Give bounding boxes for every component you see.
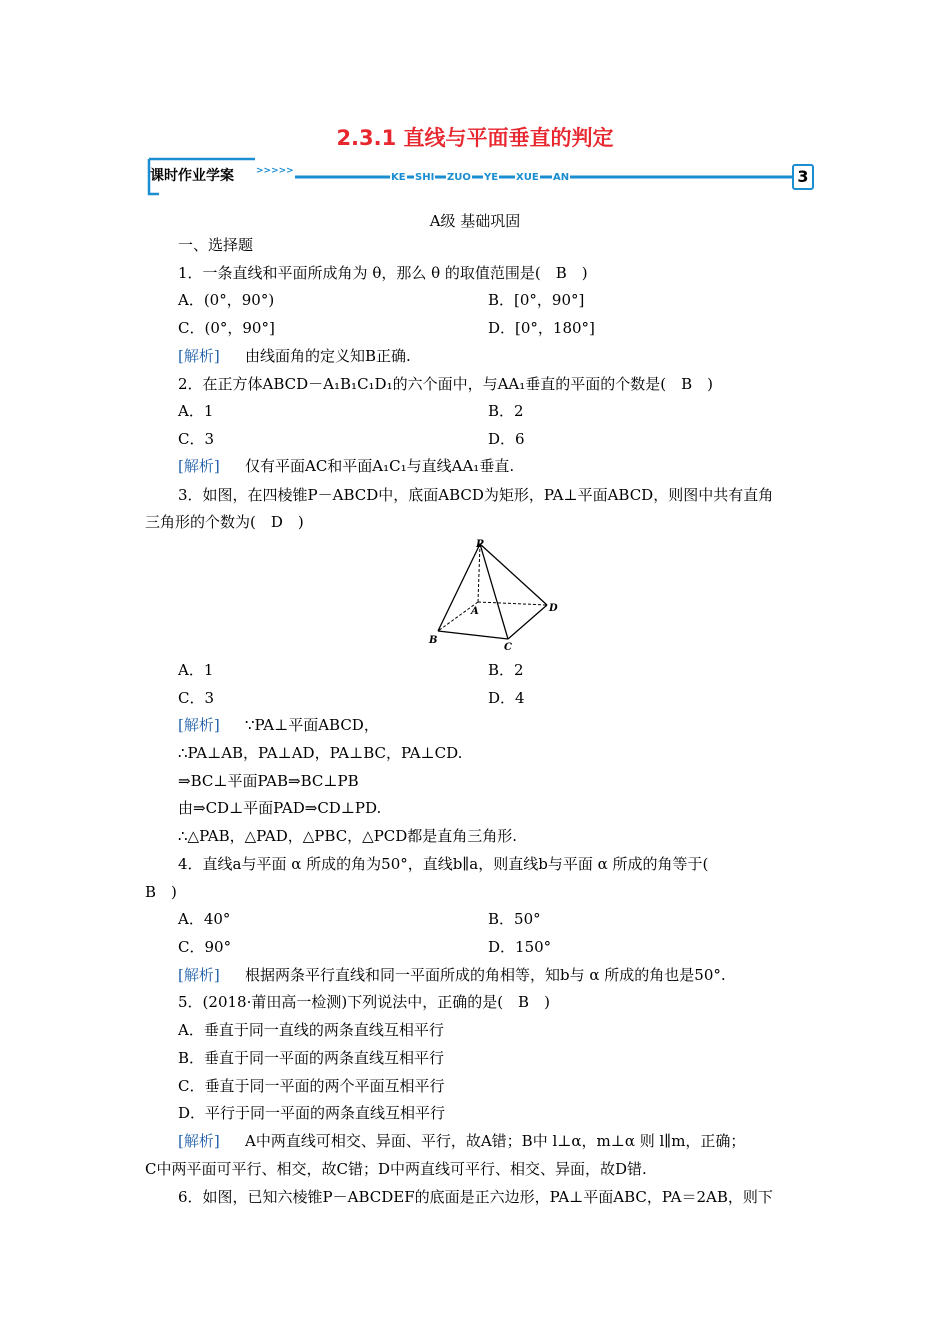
q5-analysis-tag: [解析] [178,1132,220,1150]
q2-option-b: B．2 [488,402,524,420]
edge-pc [480,544,508,639]
q4-option-d: D．150° [488,938,552,956]
q4-option-a: A．40° [178,910,231,928]
section-heading: 一、选择题 [178,236,254,254]
vertex-d-label: D [549,603,558,614]
vertex-c-label: C [504,642,512,653]
q3-option-b: B．2 [488,661,524,679]
q4-option-b: B．50° [488,910,541,928]
band-pinyin-xue: XUE [516,172,539,183]
level-heading: A级 基础巩固 [429,212,521,230]
q1-option-a: A．(0°，90°) [178,291,275,309]
edge-pb [438,544,480,631]
q4-stem-line2: B ) [145,883,177,901]
q1-option-d: D．[0°，180°] [488,319,595,337]
band-pinyin-an: AN [553,172,570,183]
vertex-b-label: B [429,635,438,646]
q4-stem-line1: 4．直线a与平面 α 所成的角为50°，直线b∥a，则直线b与平面 α 所成的角等于( [178,855,709,873]
q3-analysis-step4: 由⇒CD⊥平面PAD⇒CD⊥PD. [178,799,382,817]
q3-option-c: C．3 [178,689,215,707]
edge-pd [480,544,547,605]
q2-stem: 2．在正方体ABCD－A₁B₁C₁D₁的六个面中，与AA₁垂直的平面的个数是( B ) [178,375,714,393]
q3-stem-line2: 三角形的个数为( D ) [145,513,304,531]
pyramid-figure [420,535,570,655]
band-pinyin-zuo: ZUO [447,172,471,183]
edge-cd [508,605,547,639]
q1-option-c: C．(0°，90°] [178,319,275,337]
vertex-p-label: P [476,539,484,550]
q5-analysis-line2: C中两平面可平行、相交，故C错；D中两直线可平行、相交、异面，故D错. [145,1160,647,1178]
q3-analysis-step1: ∵PA⊥平面ABCD， [245,716,379,734]
q5-stem: 5．(2018·莆田高一检测)下列说法中，正确的是( B ) [178,993,550,1011]
q6-stem: 6．如图，已知六棱锥P－ABCDEF的底面是正六边形，PA⊥平面ABC，PA＝2AB，则下 [178,1188,773,1206]
q3-analysis-step5: ∴△PAB，△PAD，△PBC，△PCD都是直角三角形. [178,827,518,845]
band-pinyin-ye: YE [484,172,499,183]
vertex-a-label: A [471,606,479,617]
q3-analysis-step3: ⇒BC⊥平面PAB⇒BC⊥PB [178,772,359,790]
q2-option-c: C．3 [178,430,215,448]
q2-analysis: 仅有平面AC和平面A₁C₁与直线AA₁垂直. [245,457,515,475]
q5-option-d: D．平行于同一平面的两条直线互相平行 [178,1104,446,1122]
q3-option-a: A．1 [178,661,214,679]
q3-option-d: D．4 [488,689,525,707]
lesson-number-badge: 3 [792,164,814,190]
page-title: 2.3.1 直线与平面垂直的判定 [336,126,614,150]
q1-analysis: 由线面角的定义知B正确. [245,347,411,365]
q2-option-d: D．6 [488,430,525,448]
q3-analysis-tag: [解析] [178,716,220,734]
q5-analysis-line1: A中两直线可相交、异面、平行，故A错；B中 l⊥α，m⊥α 则 l∥m，正确； [245,1132,746,1150]
band-label: 课时作业学案 [150,168,234,184]
q4-option-c: C．90° [178,938,232,956]
q3-analysis-step2: ∴PA⊥AB，PA⊥AD，PA⊥BC，PA⊥CD. [178,744,463,762]
q4-analysis: 根据两条平行直线和同一平面所成的角相等，知b与 α 所成的角也是50°. [245,966,726,984]
q5-option-a: A．垂直于同一直线的两条直线互相平行 [178,1021,444,1039]
q2-option-a: A．1 [178,402,214,420]
edge-ad [478,602,547,605]
edge-bc [438,631,508,639]
q3-stem-line1: 3．如图，在四棱锥P－ABCD中，底面ABCD为矩形，PA⊥平面ABCD，则图中共有直角 [178,486,774,504]
q2-analysis-tag: [解析] [178,457,220,475]
q5-option-b: B．垂直于同一平面的两条直线互相平行 [178,1049,445,1067]
band-pinyin-ke: KE [391,172,406,183]
q1-option-b: B．[0°，90°] [488,291,585,309]
band-arrows: >>>>> [256,166,294,176]
band-pinyin-shi: SHI [415,172,435,183]
q1-stem: 1．一条直线和平面所成角为 θ，那么 θ 的取值范围是( B ) [178,264,588,282]
q4-analysis-tag: [解析] [178,966,220,984]
q1-analysis-tag: [解析] [178,347,220,365]
q5-option-c: C．垂直于同一平面的两个平面互相平行 [178,1077,445,1095]
edge-pa [478,544,480,602]
